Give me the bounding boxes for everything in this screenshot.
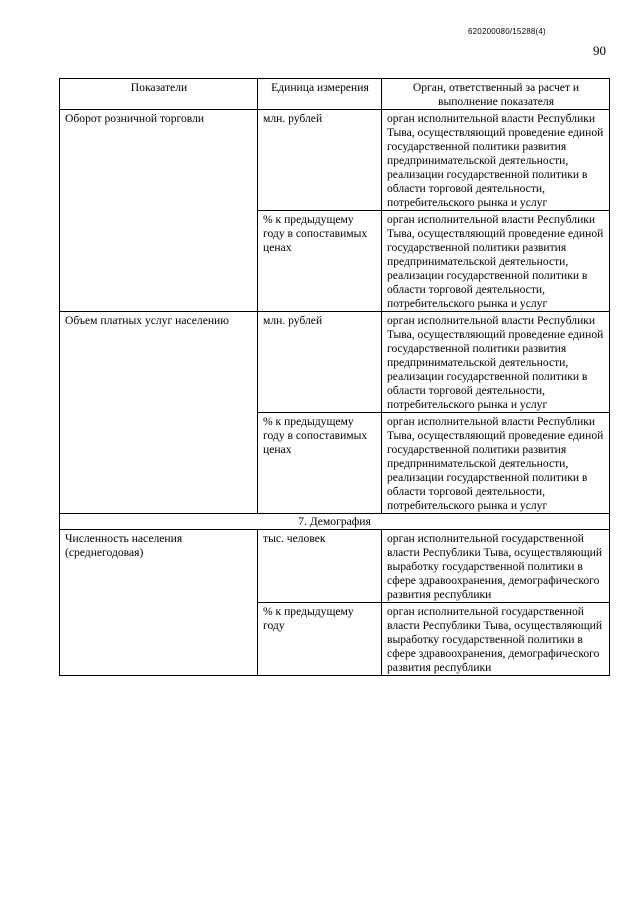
section-title: 7. Демография bbox=[60, 514, 610, 530]
unit-cell: % к предыдущему году в сопоставимых ценах bbox=[258, 413, 382, 514]
page-number: 90 bbox=[593, 43, 606, 58]
organ-cell: орган исполнительной государственной власти Республики Тыва, осуществляющий выработку государственной политики в сфере здравоохранения, демографического развития республики bbox=[382, 530, 610, 603]
indicators-table bbox=[59, 78, 610, 676]
organ-cell: орган исполнительной власти Республики Тыва, осуществляющий проведение единой государственной политики развития предпринимательской деятельности, реализации государственной политики в области торговой деятельности, потребительского рынка и услуг bbox=[382, 413, 610, 514]
organ-cell: орган исполнительной власти Республики Тыва, осуществляющий проведение единой государственной политики развития предпринимательской деятельности, реализации государственной политики в области торговой деятельности, потребительского рынка и услуг bbox=[382, 110, 610, 211]
organ-cell: орган исполнительной государственной власти Республики Тыва, осуществляющий выработку государственной политики в сфере здравоохранения, демографического развития республики bbox=[382, 603, 610, 676]
indicator-cell: Численность населения (среднегодовая) bbox=[60, 530, 258, 676]
column-header-unit: Единица измерения bbox=[258, 79, 382, 110]
unit-cell: млн. рублей bbox=[258, 312, 382, 413]
indicator-cell: Оборот розничной торговли bbox=[60, 110, 258, 312]
section-row bbox=[60, 514, 610, 530]
document-id: 620200080/15288(4) bbox=[468, 27, 546, 36]
table-row bbox=[60, 312, 610, 413]
indicator-cell: Объем платных услуг населению bbox=[60, 312, 258, 514]
table-header-row bbox=[60, 79, 610, 110]
column-header-indicators: Показатели bbox=[60, 79, 258, 110]
organ-cell: орган исполнительной власти Республики Тыва, осуществляющий проведение единой государственной политики развития предпринимательской деятельности, реализации государственной политики в области торговой деятельности, потребительского рынка и услуг bbox=[382, 211, 610, 312]
unit-cell: млн. рублей bbox=[258, 110, 382, 211]
organ-cell: орган исполнительной власти Республики Тыва, осуществляющий проведение единой государственной политики развития предпринимательской деятельности, реализации государственной политики в области торговой деятельности, потребительского рынка и услуг bbox=[382, 312, 610, 413]
column-header-responsible-organ: Орган, ответственный за расчет и выполнение показателя bbox=[382, 79, 610, 110]
unit-cell: тыс. человек bbox=[258, 530, 382, 603]
unit-cell: % к предыдущему году bbox=[258, 603, 382, 676]
table-row bbox=[60, 110, 610, 211]
table-row bbox=[60, 530, 610, 603]
unit-cell: % к предыдущему году в сопоставимых ценах bbox=[258, 211, 382, 312]
